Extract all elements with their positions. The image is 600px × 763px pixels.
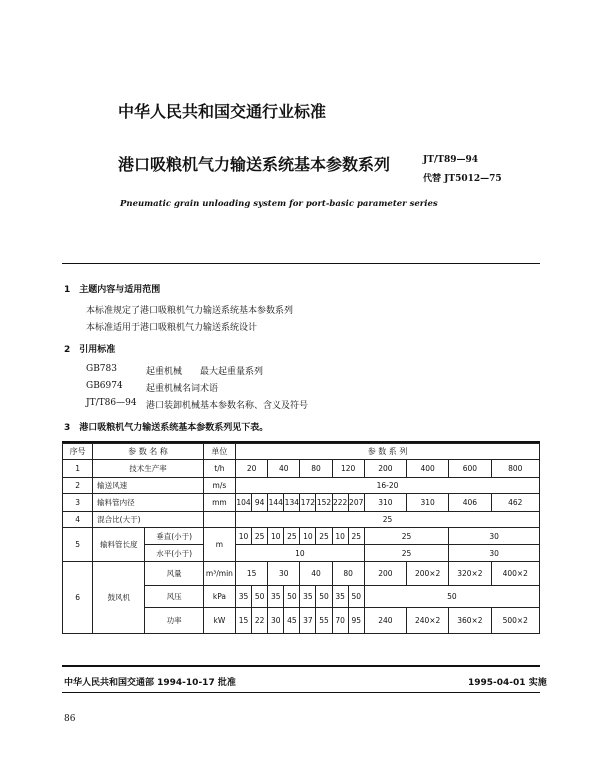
table-cell: m/s — [203, 478, 235, 494]
section-1-title: 1 主题内容与适用范围 — [64, 285, 161, 295]
table-cell: 混合比(大于) — [93, 512, 204, 528]
table-cell: 400×2 — [491, 562, 539, 586]
table-cell: 25 — [316, 528, 332, 545]
table-cell: 40 — [300, 562, 332, 586]
header-no: 序号 — [63, 444, 93, 460]
table-cell: 50 — [316, 586, 332, 608]
table-cell: 310 — [364, 494, 406, 512]
table-cell: 104 — [236, 494, 252, 512]
table-cell: 200 — [364, 460, 406, 478]
table-cell: 技术生产率 — [93, 460, 204, 478]
table-cell: 35 — [236, 586, 252, 608]
table-cell: 25 — [348, 528, 364, 545]
table-cell: mm — [203, 494, 235, 512]
reference-code: JT/T86—94 — [86, 398, 137, 408]
table-cell: 500×2 — [491, 608, 539, 634]
table-cell: 152 — [316, 494, 332, 512]
table-cell: 70 — [332, 608, 348, 634]
table-cell: 35 — [300, 586, 316, 608]
table-cell: 水平(小于) — [145, 545, 203, 562]
table-cell: 22 — [252, 608, 268, 634]
table-cell: 25 — [364, 545, 449, 562]
table-cell: 80 — [300, 460, 332, 478]
reference-code: GB783 — [86, 364, 117, 374]
table-cell: 55 — [316, 608, 332, 634]
table-cell: 360×2 — [449, 608, 491, 634]
table-cell: 垂直(小于) — [145, 528, 203, 545]
table-cell: 800 — [491, 460, 539, 478]
reference-name: 起重机械 最大起重量系列 — [146, 367, 264, 377]
section-1-line-1: 本标准规定了港口吸粮机气力输送系统基本参数系列 — [86, 306, 294, 316]
table-cell: 200 — [364, 562, 406, 586]
table-cell: 94 — [252, 494, 268, 512]
table-cell: 462 — [491, 494, 539, 512]
table-cell: 240 — [364, 608, 406, 634]
table-cell: 10 — [236, 528, 252, 545]
document-title: 港口吸粮机气力输送系统基本参数系列 — [118, 155, 391, 174]
table-cell: 鼓风机 — [93, 562, 145, 634]
table-cell: 输料管内径 — [93, 494, 204, 512]
table-cell: 95 — [348, 608, 364, 634]
table-cell: 35 — [332, 586, 348, 608]
table-cell: kPa — [203, 586, 235, 608]
effective-text: 1995-04-01 实施 — [468, 678, 547, 688]
section-3-title: 3 港口吸粮机气力输送系统基本参数系列见下表。 — [64, 423, 269, 433]
table-cell — [203, 512, 235, 528]
table-cell: 200×2 — [407, 562, 449, 586]
table-cell: 172 — [300, 494, 316, 512]
standard-title: 中华人民共和国交通行业标准 — [118, 102, 327, 121]
table-cell: 6 — [63, 562, 93, 634]
top-rule — [62, 263, 540, 264]
table-cell: 240×2 — [407, 608, 449, 634]
table-cell: 40 — [268, 460, 300, 478]
table-cell: 35 — [268, 586, 284, 608]
table-cell: 16-20 — [236, 478, 540, 494]
table-cell: 50 — [252, 586, 268, 608]
table-cell: 风压 — [145, 586, 203, 608]
table-cell: 50 — [364, 586, 539, 608]
table-cell: 10 — [300, 528, 316, 545]
table-cell: 320×2 — [449, 562, 491, 586]
reference-code: GB6974 — [86, 381, 123, 391]
table-cell: 310 — [407, 494, 449, 512]
table-cell: 45 — [284, 608, 300, 634]
table-cell: 25 — [284, 528, 300, 545]
table-cell: 25 — [364, 528, 449, 545]
table-cell: 30 — [449, 545, 540, 562]
section-1-line-2: 本标准适用于港口吸粮机气力输送系统设计 — [86, 323, 258, 333]
table-cell: 50 — [348, 586, 364, 608]
header-name: 参 数 名 称 — [93, 444, 204, 460]
table-cell: 4 — [63, 512, 93, 528]
replaces-code: 代替 JT5012—75 — [423, 174, 502, 184]
english-title: Pneumatic grain unloading system for port-basic parameter series — [120, 199, 438, 209]
table-cell: 2 — [63, 478, 93, 494]
reference-name: 起重机械名词术语 — [146, 384, 219, 394]
approval-text: 中华人民共和国交通部 1994-10-17 批准 — [64, 678, 236, 688]
header-series: 参 数 系 列 — [236, 444, 540, 460]
section-2-title: 2 引用标准 — [64, 345, 116, 355]
table-cell: 输料管长度 — [93, 528, 145, 562]
table-cell: 30 — [268, 608, 284, 634]
table-cell: 30 — [449, 528, 540, 545]
table-cell: 207 — [348, 494, 364, 512]
table-cell: 20 — [236, 460, 268, 478]
table-cell: 37 — [300, 608, 316, 634]
table-cell: m³/min — [203, 562, 235, 586]
table-cell: kW — [203, 608, 235, 634]
table-cell: 600 — [449, 460, 491, 478]
table-cell: m — [203, 528, 235, 562]
footer-rule-top — [62, 665, 540, 667]
table-cell: 25 — [236, 512, 540, 528]
reference-name: 港口装卸机械基本参数名称、含义及符号 — [146, 401, 309, 411]
table-cell: 80 — [332, 562, 364, 586]
table-cell: t/h — [203, 460, 235, 478]
table-cell: 风量 — [145, 562, 203, 586]
table-cell: 5 — [63, 528, 93, 562]
table-cell: 50 — [284, 586, 300, 608]
header-unit: 单位 — [203, 444, 235, 460]
table-cell: 10 — [268, 528, 284, 545]
table-cell: 120 — [332, 460, 364, 478]
page-number: 86 — [64, 714, 76, 724]
table-cell: 10 — [332, 528, 348, 545]
table-cell: 3 — [63, 494, 93, 512]
table-cell: 134 — [284, 494, 300, 512]
parameter-table — [62, 443, 540, 634]
table-cell: 15 — [236, 608, 252, 634]
table-cell: 输送风速 — [93, 478, 204, 494]
table-cell: 10 — [236, 545, 365, 562]
table-cell: 25 — [252, 528, 268, 545]
table-cell: 15 — [236, 562, 268, 586]
footer-rule-bottom — [62, 692, 540, 693]
table-cell: 30 — [268, 562, 300, 586]
table-cell: 400 — [407, 460, 449, 478]
table-cell: 功率 — [145, 608, 203, 634]
table-cell: 406 — [449, 494, 491, 512]
standard-code: JT/T89—94 — [423, 155, 478, 165]
table-cell: 1 — [63, 460, 93, 478]
table-cell: 222 — [332, 494, 348, 512]
table-cell: 144 — [268, 494, 284, 512]
